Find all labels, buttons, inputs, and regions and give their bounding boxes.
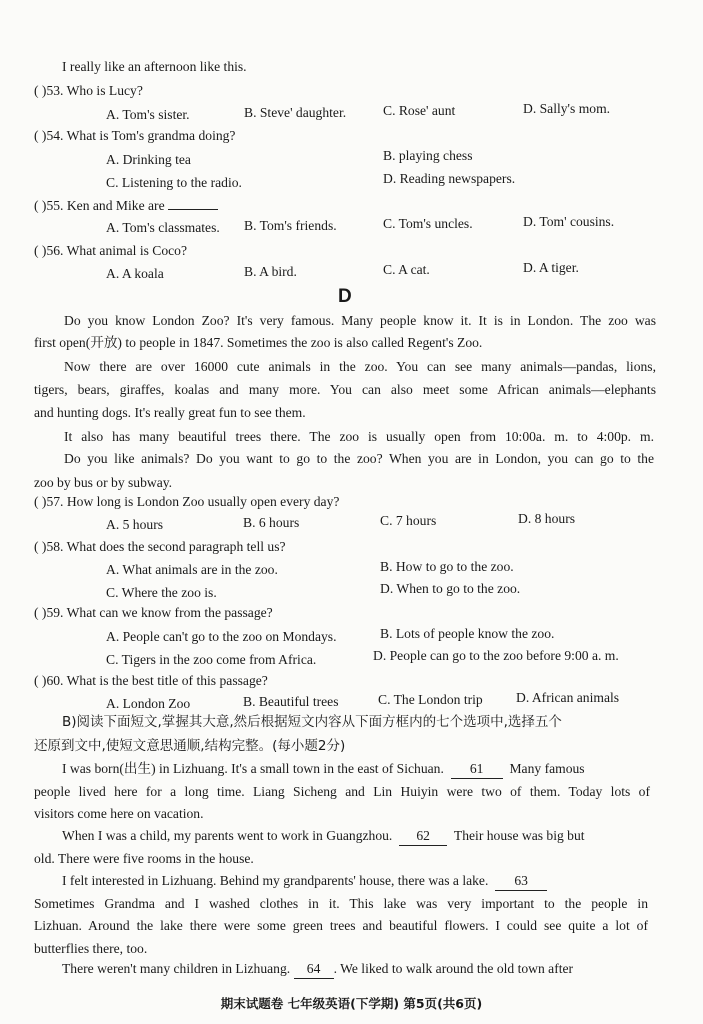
option-59c: C. Tigers in the zoo come from Africa. xyxy=(106,652,317,667)
answer-blank-63: 63 xyxy=(495,872,547,891)
instruction-line: B)阅读下面短文,掌握其大意,然后根据短文内容从下面方框内的七个选项中,选择五个 xyxy=(62,714,562,730)
option-60a: A. London Zoo xyxy=(106,696,191,711)
instruction-line: 还原到文中,使短文意思通顺,结构完整。(每小题2分) xyxy=(34,738,346,754)
option-60d: D. African animals xyxy=(516,690,620,705)
option-59d: D. People can go to the zoo before 9:00 a. m. xyxy=(373,648,619,663)
passage-b-line: old. There were five rooms in the house. xyxy=(34,851,254,866)
answer-blank-62: 62 xyxy=(399,827,447,846)
passage-d-line: Do you know London Zoo? It's very famous. Many people know it. It is in London. The zoo was xyxy=(64,313,656,328)
passage-d-line: tigers, bears, giraffes, koalas and many more. You can also meet some African animals—elephants xyxy=(34,382,656,397)
question-58: ( )58. What does the second paragraph tell us? xyxy=(34,539,286,554)
option-54d: D. Reading newspapers. xyxy=(383,171,516,186)
passage-b-line: I was born(出生) in Lizhuang. It's a small town in the east of Sichuan. 61 Many famous xyxy=(62,760,585,779)
passage-d-line: and hunting dogs. It's really great fun to see them. xyxy=(34,405,306,420)
question-56: ( )56. What animal is Coco? xyxy=(34,243,188,258)
passage-b-line: There weren't many children in Lizhuang. 64 . We liked to walk around the old town after xyxy=(62,960,573,979)
option-56b: B. A bird. xyxy=(244,264,297,279)
option-55b: B. Tom's friends. xyxy=(244,218,337,233)
option-57d: D. 8 hours xyxy=(518,511,576,526)
option-53b: B. Steve' daughter. xyxy=(244,105,347,120)
page-footer: 期末试题卷 七年级英语(下学期) 第5页(共6页) xyxy=(220,996,483,1011)
option-54a: A. Drinking tea xyxy=(106,152,191,167)
passage-d-line: Do you like animals? Do you want to go to the zoo? When you are in London, you can go to the xyxy=(64,451,654,466)
passage-b-line: Lizhuan. Around the lake there were some green trees and beautiful flowers. I could see quite a lot of xyxy=(34,918,648,933)
intro-line: I really like an afternoon like this. xyxy=(62,59,247,74)
question-57: ( )57. How long is London Zoo usually open every day? xyxy=(34,494,340,509)
question-54: ( )54. What is Tom's grandma doing? xyxy=(34,128,236,143)
option-55d: D. Tom' cousins. xyxy=(523,214,615,229)
option-53c: C. Rose' aunt xyxy=(383,103,456,118)
passage-b-line: When I was a child, my parents went to work in Guangzhou. 62 Their house was big but xyxy=(62,827,585,846)
passage-b-line: people lived here for a long time. Liang Sicheng and Lin Huiyin were two of them. Today lots of xyxy=(34,784,650,799)
passage-d-line: It also has many beautiful trees there. The zoo is usually open from 10:00a. m. to 4:00p. m. xyxy=(64,429,654,444)
passage-b-line: Sometimes Grandma and I washed clothes in it. This lake was very important to the people in xyxy=(34,896,648,911)
option-58b: B. How to go to the zoo. xyxy=(380,559,514,574)
passage-b-line: butterflies there, too. xyxy=(34,941,148,956)
option-53d: D. Sally's mom. xyxy=(523,101,611,116)
question-59: ( )59. What can we know from the passage? xyxy=(34,605,273,620)
passage-b-line: visitors come here on vacation. xyxy=(34,806,204,821)
answer-blank-61: 61 xyxy=(451,760,503,779)
passage-d-line: first open(开放) to people in 1847. Sometimes the zoo is also called Regent's Zoo. xyxy=(34,335,483,350)
option-55a: A. Tom's classmates. xyxy=(106,220,220,235)
passage-d-line: zoo by bus or by subway. xyxy=(34,475,173,490)
option-58a: A. What animals are in the zoo. xyxy=(106,562,278,577)
passage-d-line: Now there are over 16000 cute animals in the zoo. You can see many animals—pandas, lions, xyxy=(64,359,656,374)
section-d-title: D xyxy=(338,286,352,307)
question-55: ( )55. Ken and Mike are xyxy=(34,197,218,215)
option-57c: C. 7 hours xyxy=(380,513,437,528)
option-56d: D. A tiger. xyxy=(523,260,579,275)
option-58c: C. Where the zoo is. xyxy=(106,585,217,600)
option-54c: C. Listening to the radio. xyxy=(106,175,242,190)
question-53: ( )53. Who is Lucy? xyxy=(34,83,143,98)
option-57a: A. 5 hours xyxy=(106,517,164,532)
option-59a: A. People can't go to the zoo on Mondays. xyxy=(106,629,337,644)
option-59b: B. Lots of people know the zoo. xyxy=(380,626,555,641)
option-56a: A. A koala xyxy=(106,266,164,281)
option-55c: C. Tom's uncles. xyxy=(383,216,473,231)
question-60: ( )60. What is the best title of this passage? xyxy=(34,673,268,688)
option-58d: D. When to go to the zoo. xyxy=(380,581,521,596)
answer-blank-55 xyxy=(168,197,218,210)
passage-b-line: I felt interested in Lizhuang. Behind my grandparents' house, there was a lake. 63 xyxy=(62,872,547,891)
option-60b: B. Beautiful trees xyxy=(243,694,339,709)
option-54b: B. playing chess xyxy=(383,148,473,163)
option-60c: C. The London trip xyxy=(378,692,483,707)
option-56c: C. A cat. xyxy=(383,262,430,277)
option-53a: A. Tom's sister. xyxy=(106,107,190,122)
option-57b: B. 6 hours xyxy=(243,515,300,530)
answer-blank-64: 64 xyxy=(294,960,334,979)
